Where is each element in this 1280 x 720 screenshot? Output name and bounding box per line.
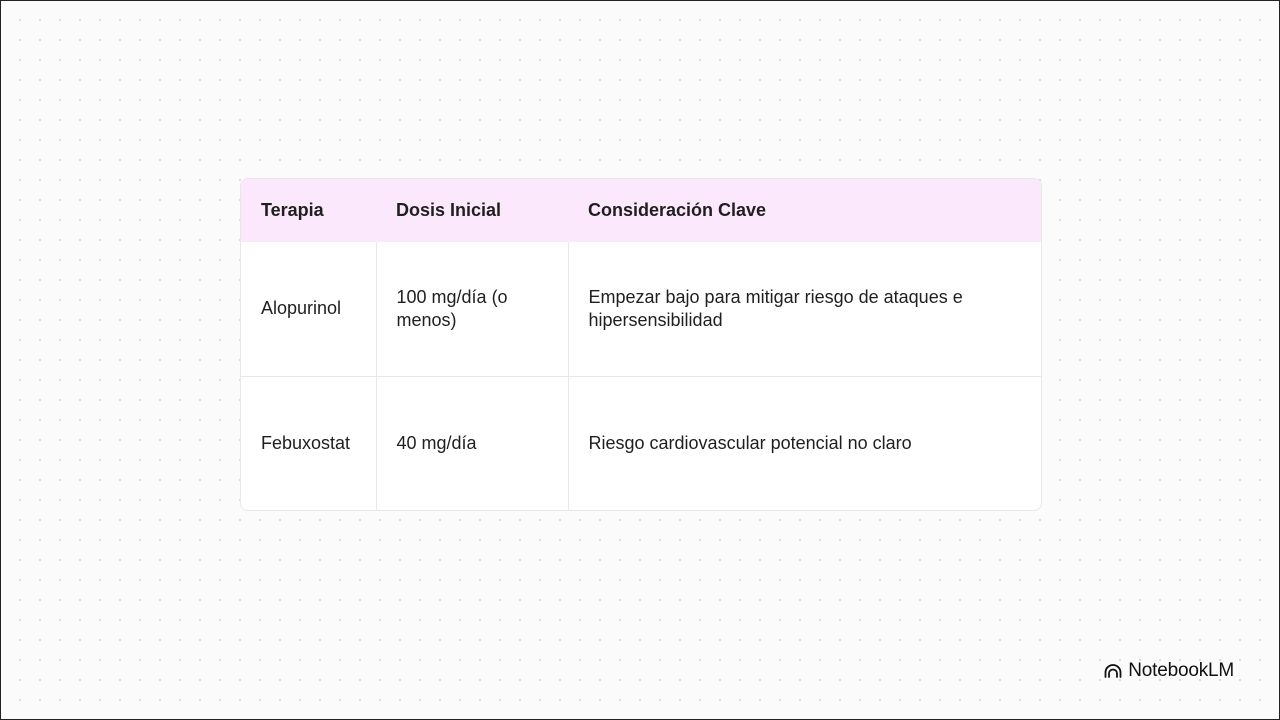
table-row	[241, 242, 1041, 376]
brand-name: NotebookLM	[1128, 660, 1234, 681]
cell-initial-dose: 40 mg/día	[376, 376, 568, 510]
table-header-row	[241, 179, 1041, 242]
cell-therapy: Febuxostat	[241, 376, 376, 510]
cell-therapy: Alopurinol	[261, 298, 342, 319]
cell-key-consideration: Empezar bajo para mitigar riesgo de ataques e hipersensibilidad	[568, 242, 1041, 376]
notebooklm-logo-icon	[1104, 664, 1122, 678]
therapy-table	[241, 179, 1041, 510]
header-therapy: Terapia	[261, 200, 324, 220]
header-initial-dose: Dosis Inicial	[396, 200, 502, 220]
brand-watermark	[1104, 660, 1234, 682]
cell-initial-dose: 100 mg/día (o menos)	[376, 242, 568, 376]
cell-key-consideration: Riesgo cardiovascular potencial no claro	[568, 376, 1041, 510]
therapy-table-card	[240, 178, 1042, 511]
table-row	[241, 376, 1041, 510]
header-key-consideration: Consideración Clave	[588, 200, 767, 220]
